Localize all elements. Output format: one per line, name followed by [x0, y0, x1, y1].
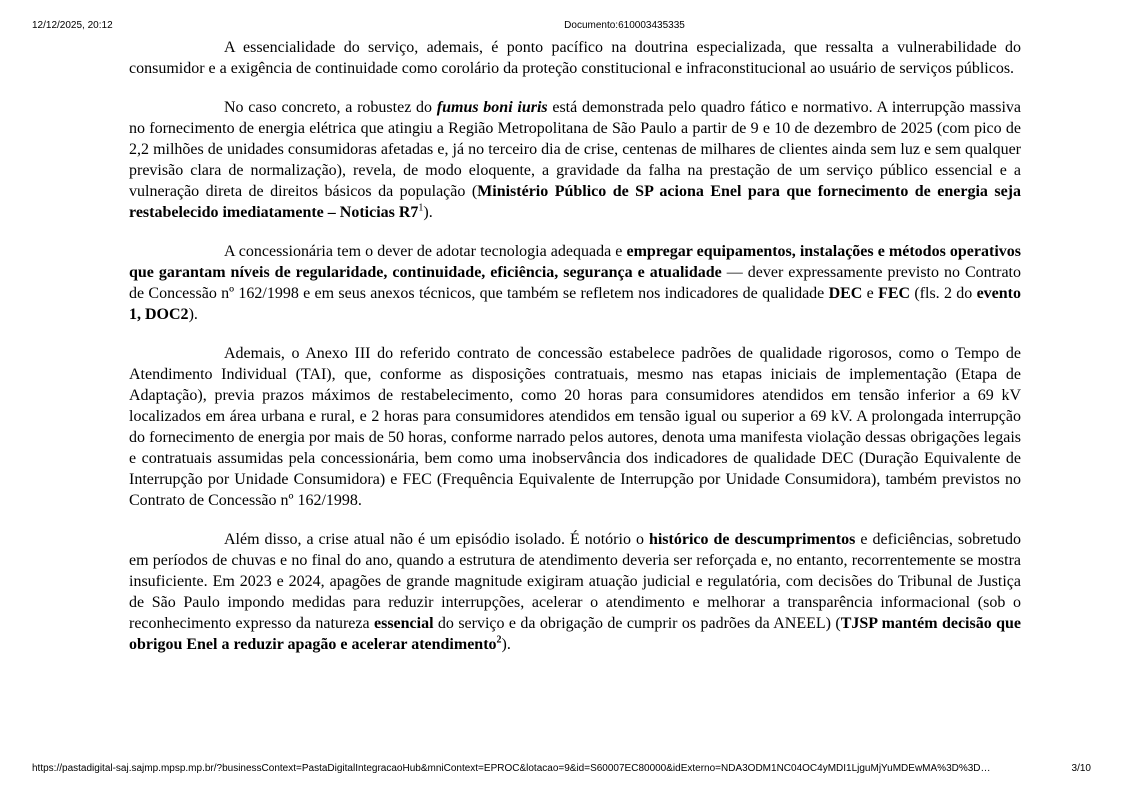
page-url: https://pastadigital-saj.sajmp.mpsp.mp.br/?businessContext=PastaDigitalIntegracaoHub&mniContext=EPROC&lotacao=9&id=S60007EC80000&idExterno=NDA3ODM1NC04OC4yMDI1LjguMjYuMDEwMA%3D%3D… — [32, 763, 991, 774]
text-run: do serviço e da obrigação de cumprir os padrões da ANEEL) ( — [433, 615, 841, 632]
emphasis-equipamentos: empregar equipamentos, instalações e métodos operativos que garantam níveis de regularidade, continuidade, eficiência, segurança e atualidade — [129, 243, 1021, 281]
paragraph-anexo-iii: Ademais, o Anexo III do referido contrato de concessão estabelece padrões de qualidade rigorosos, como o Tempo de Atendimento Individual (TAI), que, conforme as disposições contratuais, mesmo nas etapas iniciais de implementação (Etapa de Adaptação), previa prazos máximos de restabelecimento, como 20 horas para consumidores atendidos em tensão inferior a 69 kV localizados em área urbana e rural, e 2 horas para consumidores atendidos em tensão igual ou superior a 69 kV. A prolongada interrupção do fornecimento de energia por mais de 50 horas, conforme narrado pelos autores, denota uma manifesta violação dessas obrigações legais e contratuais assumidas pela concessionária, bem como uma inobservância dos indicadores de qualidade DEC (Duração Equivalente de Interrupção por Unidade Consumidora) e FEC (Frequência Equivalente de Interrupção por Unidade Consumidora), também previstos no Contrato de Concessão nº 162/1998. — [129, 345, 1021, 509]
paragraph-essencialidade: A essencialidade do serviço, ademais, é ponto pacífico na doutrina especializada, que ressalta a vulnerabilidade do consumidor e a exigência de continuidade como corolário da proteção constitucional e infraconstitucional ao usuário de serviços públicos. — [129, 39, 1021, 77]
paragraph-historico — [129, 529, 1021, 655]
text-run: está demonstrada pelo quadro fático e normativo. A interrupção massiva no fornecimento de energia elétrica que atingiu a Região Metropolitana de São Paulo a partir de 9 e 10 de dezembro de 2025 (com pico de 2,2 milhões de unidades consumidoras afetadas e, já no terceiro dia de crise, centenas de milhares de clientes ainda sem luz e sem qualquer previsão clara de normalização), revela, de modo eloquente, a gravidade da falha na prestação de um serviço público essencial e a vulneração direta de direitos básicos da população ( — [129, 99, 1022, 200]
citation-r7-title: Ministério Público de SP aciona Enel para que fornecimento de energia seja restabelecido imediatamente – Noticias R7 — [129, 183, 1021, 221]
text-run: e deficiências, sobretudo em períodos de chuvas e no final do ano, quando a estrutura de atendimento deveria ser reforçada e, no entanto, recorrentemente se mostra insuficiente. Em 2023 e 2024, apagões de grande magnitude exigiram atuação judicial e regulatória, com decisões do Tribunal de Justiça de São Paulo impondo medidas para reduzir interrupções, acelerar o atendimento e melhorar a transparência informacional (sob o reconhecimento expresso da natureza — [129, 531, 1021, 632]
indicator-dec: DEC — [828, 285, 863, 302]
text-run: ). — [501, 636, 511, 653]
text-run: — dever expressamente previsto no Contrato de Concessão nº 162/1998 e em seus anexos técnicos, que também se refletem nos indicadores de qualidade — [129, 264, 1022, 302]
fumus-boni-iuris-term: fumus boni iuris — [436, 99, 548, 116]
text-run: Além disso, a crise atual não é um episódio isolado. É notório o — [224, 531, 649, 548]
footnote-ref-1: 1 — [418, 202, 424, 214]
text-run: e — [862, 285, 879, 302]
document-id: Documento:610003435335 — [564, 20, 685, 31]
paragraph-caso-concreto — [129, 97, 1021, 223]
text-run: A concessionária tem o dever de adotar tecnologia adequada e — [224, 243, 627, 260]
text-run: No caso concreto, a robustez do — [224, 99, 437, 116]
page-number: 3/10 — [1071, 763, 1091, 774]
footnote-ref-2: 2 — [496, 634, 502, 646]
print-datetime: 12/12/2025, 20:12 — [32, 20, 113, 31]
emphasis-historico: histórico de descumprimentos — [648, 531, 856, 548]
document-body — [129, 37, 1021, 655]
evento-reference: evento 1, DOC2 — [129, 285, 1022, 323]
text-run: ). — [423, 204, 433, 221]
paragraph-dever-concessionaria — [129, 241, 1021, 325]
emphasis-essencial: essencial — [374, 615, 434, 632]
indicator-fec: FEC — [878, 285, 911, 302]
text-run: (fls. 2 do — [910, 285, 977, 302]
text-run: ). — [188, 306, 198, 323]
citation-tjsp-title: TJSP mantém decisão que obrigou Enel a reduzir apagão e acelerar atendimento — [129, 615, 1021, 653]
